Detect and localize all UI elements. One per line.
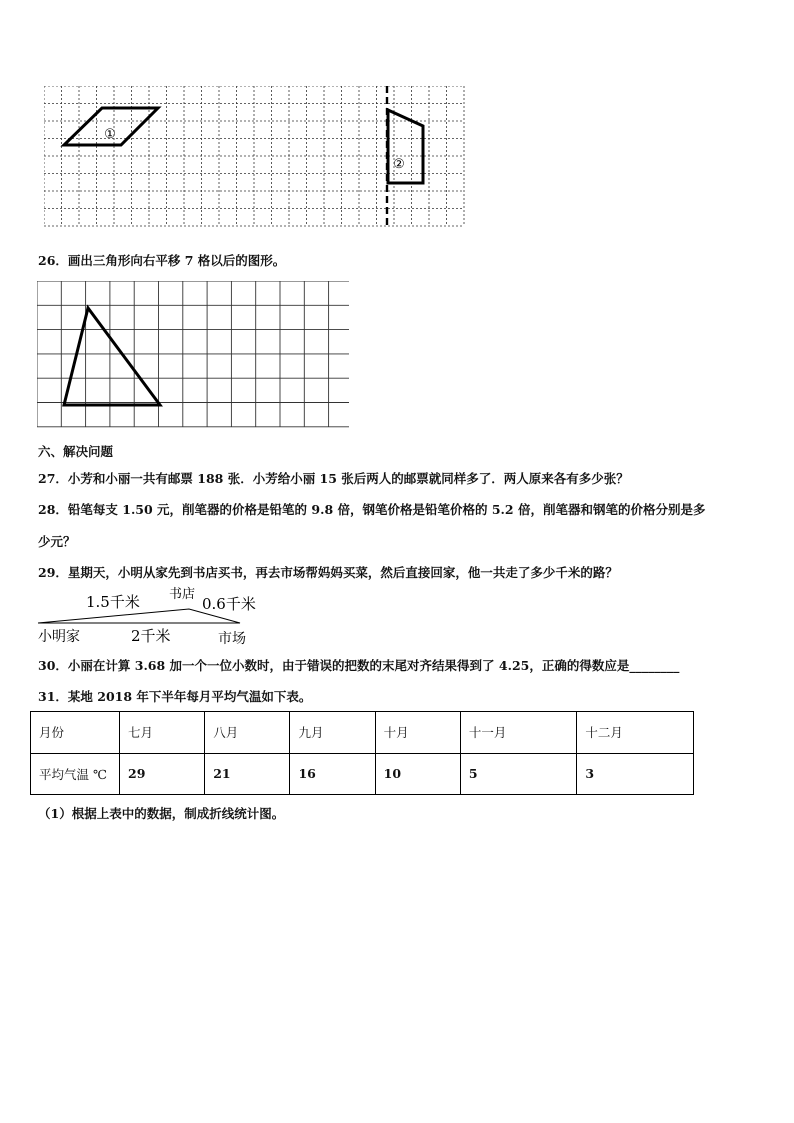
market-label: 市场	[218, 631, 246, 647]
temp-cell: 3	[577, 753, 694, 795]
month-cell: 十二月	[577, 712, 694, 754]
temp-cell: 16	[290, 753, 375, 795]
temp-cell: 29	[120, 753, 205, 795]
question-28-line1: 28．铅笔每支 1.50 元，削笔器的价格是铅笔的 9.8 倍，钢笔价格是铅笔价格的 5.2 倍，削笔器和钢笔的价格分别是多	[38, 502, 706, 517]
question-31: 31．某地 2018 年下半年每月平均气温如下表。	[38, 689, 312, 704]
month-cell: 八月	[205, 712, 290, 754]
table-row	[31, 753, 694, 795]
temp-cell: 10	[375, 753, 460, 795]
section-title-solve-problems: 六、解决问题	[38, 444, 114, 459]
home-label: 小明家	[38, 629, 80, 645]
distance-bookstore-market: 0.6千米	[202, 595, 256, 613]
triangle-shape	[64, 308, 160, 405]
distance-home-market: 2千米	[131, 627, 171, 645]
question-31-sub1: （1）根据上表中的数据，制成折线统计图。	[38, 806, 285, 821]
route-diagram	[30, 583, 270, 649]
month-cell: 十一月	[460, 712, 577, 754]
bookstore-label: 书店	[169, 587, 196, 602]
triangle-grid-figure	[37, 281, 353, 431]
month-cell: 十月	[375, 712, 460, 754]
question-26: 26．画出三角形向右平移 7 格以后的图形。	[38, 253, 286, 268]
temperature-table	[30, 711, 694, 795]
table-row-label: 平均气温 ℃	[31, 753, 120, 795]
temp-cell: 5	[460, 753, 577, 795]
table-header-label: 月份	[31, 712, 120, 754]
month-cell: 七月	[120, 712, 205, 754]
question-30: 30．小丽在计算 3.68 加一个一位小数时，由于错误的把数的末尾对齐结果得到了 4.25，正确的得数应是________	[38, 658, 680, 673]
shape-1-label: ①	[104, 127, 116, 142]
month-cell: 九月	[290, 712, 375, 754]
question-29: 29．星期天，小明从家先到书店买书，再去市场帮妈妈买菜，然后直接回家，他一共走了多少千米的路？	[38, 565, 618, 580]
grid-figure-top	[44, 86, 468, 230]
distance-home-bookstore: 1.5千米	[86, 593, 140, 611]
temp-cell: 21	[205, 753, 290, 795]
table-row	[31, 712, 694, 754]
question-28-line2: 少元？	[38, 534, 76, 549]
shape-2-label: ②	[393, 157, 405, 172]
question-27: 27．小芳和小丽一共有邮票 188 张．小芳给小丽 15 张后两人的邮票就同样多了．两人原来各有多少张？	[38, 471, 629, 486]
